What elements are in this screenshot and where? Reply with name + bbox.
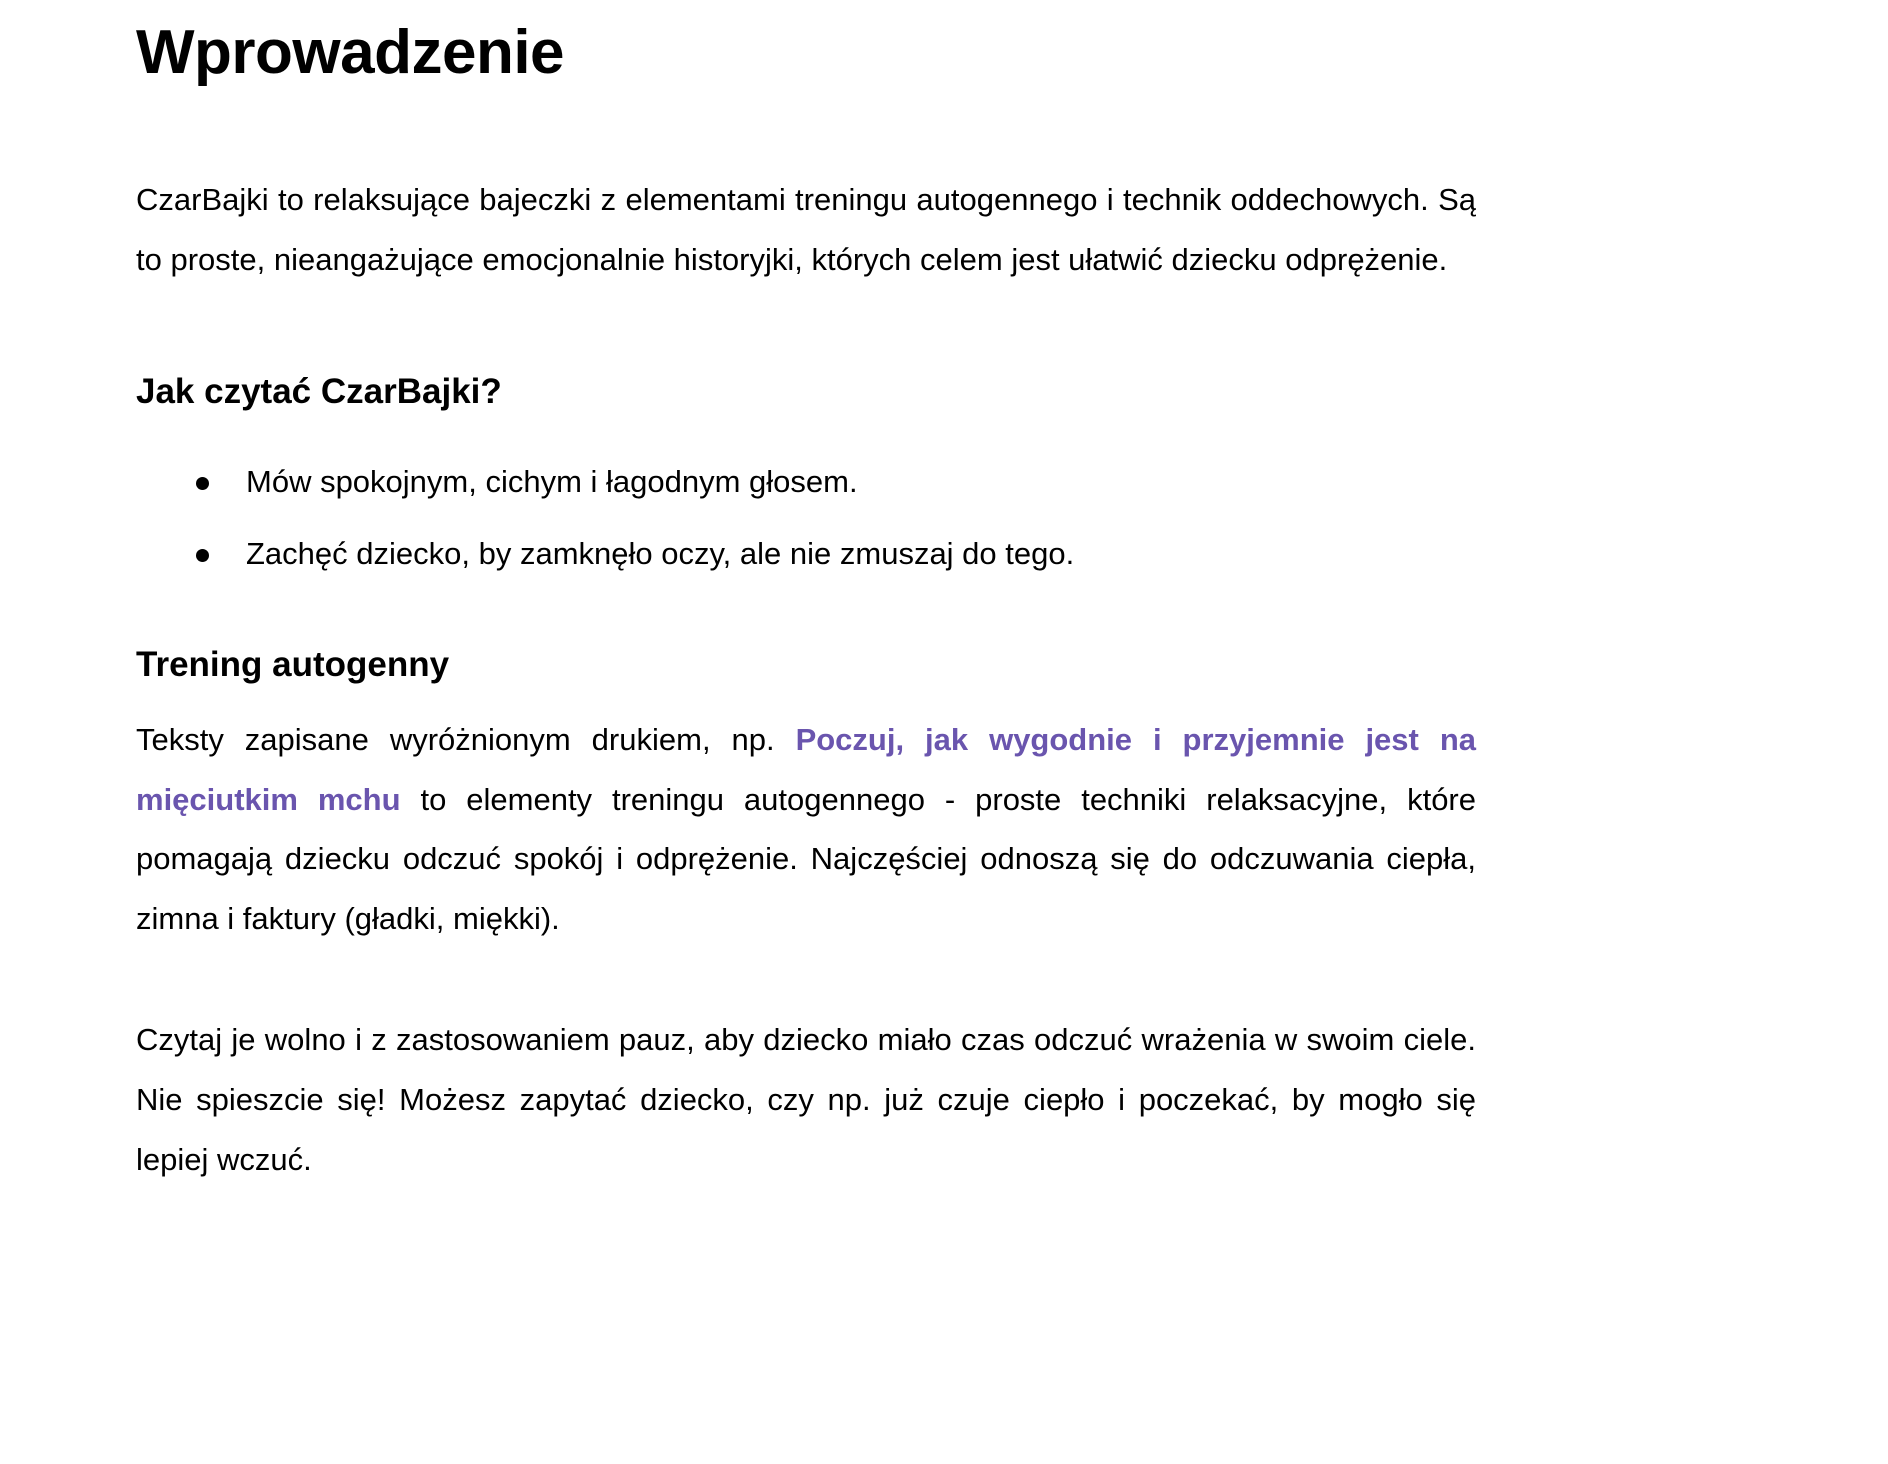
- list-item-label: Zachęć dziecko, by zamknęło oczy, ale nie zmuszaj do tego.: [246, 536, 1075, 572]
- document-content: [136, 0, 1476, 1189]
- how-to-read-list: [136, 463, 1476, 572]
- list-item: [136, 535, 1476, 572]
- page-title: Wprowadzenie: [136, 18, 565, 87]
- autogenic-training-paragraph: [136, 710, 1476, 948]
- autogenic-paragraph-lead: Teksty zapisane wyróżnionym drukiem, np.: [136, 722, 796, 758]
- autogenic-paragraph-emphasis: Poczuj, jak wygodnie i przyjemnie jest na mięciutkim mchu: [136, 722, 1476, 817]
- reading-pace-paragraph: Czytaj je wolno i z zastosowaniem pauz, aby dziecko miało czas odczuć wrażenia w swoim ciele. Nie spieszcie się! Możesz zapytać dziecko, czy np. już czuje ciepło i poczekać, by mogło się lepiej wczuć.: [136, 1022, 1476, 1177]
- autogenic-paragraph-rest: to elementy treningu autogennego - proste techniki relaksacyjne, które pomagają dziecku odczuć spokój i odprężenie. Najczęściej odnoszą się do odczuwania ciepła, zimna i faktury (gładki, miękki).: [136, 781, 1476, 936]
- section-heading-autogenic-training: Trening autogenny: [136, 645, 450, 685]
- section-heading-how-to-read: Jak czytać CzarBajki?: [136, 372, 502, 412]
- bullet-icon: [196, 549, 209, 562]
- list-item-label: Mów spokojnym, cichym i łagodnym głosem.: [246, 464, 858, 500]
- bullet-icon: [196, 477, 209, 490]
- intro-paragraph: CzarBajki to relaksujące bajeczki z elementami treningu autogennego i technik oddechowych. Są to proste, nieangażujące emocjonalnie historyjki, których celem jest ułatwić dziecku odprężenie.: [136, 182, 1476, 277]
- list-item: [136, 463, 1476, 500]
